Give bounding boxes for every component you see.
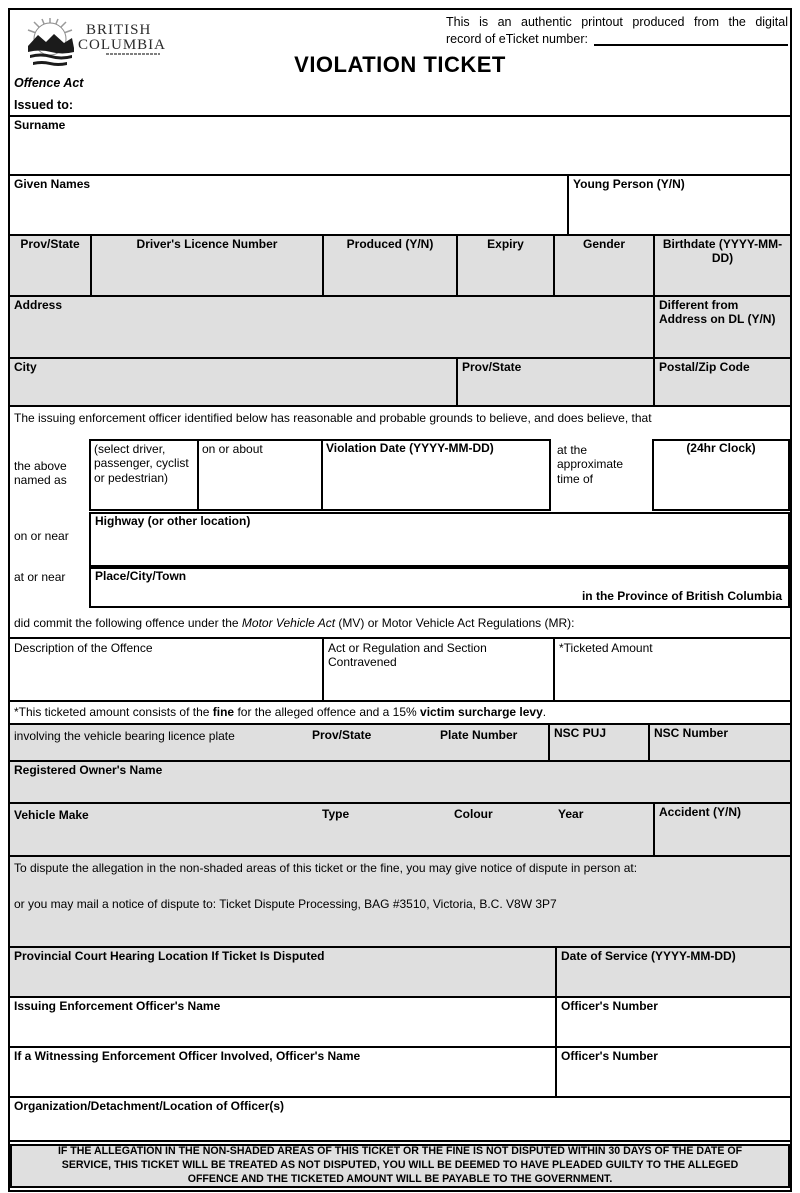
plate-prov-state-label: Prov/State [312,728,372,742]
young-person-field[interactable] [567,176,790,234]
svg-text:Columbia: Columbia [78,37,167,53]
address-field[interactable] [10,297,653,357]
did-commit-act-name: Motor Vehicle Act [241,616,336,630]
dl-prov-state-field[interactable] [10,236,90,295]
act-section-label: Act or Regulation and Section Contravened [328,641,487,670]
organization-field[interactable] [10,1098,790,1140]
did-commit-statement [14,616,784,630]
postal-code-field[interactable] [653,359,790,405]
witnessing-officer-number-field[interactable] [555,1048,790,1096]
violation-date-label: Violation Date (YYYY-MM-DD) [326,441,494,455]
at-or-near-label: at or near [14,570,66,584]
did-commit-post: (MV) or Motor Vehicle Act Regulations (MR): [335,616,575,630]
place-city-town-label: Place/City/Town [95,569,187,583]
city-prov-state-label: Prov/State [462,360,522,374]
court-hearing-row [10,946,790,996]
registered-owner-row [10,760,790,802]
act-section-field[interactable] [322,639,553,700]
did-commit-pre: did commit the following offence under the [14,616,242,630]
plate-involving-cell[interactable] [10,725,548,760]
dl-birthdate-label: Birthdate (YYYY-MM-DD) [662,237,783,265]
offence-description-row [10,637,790,700]
dl-number-label: Driver's Licence Number [136,237,278,251]
belief-statement: The issuing enforcement officer identified below has reasonable and probable grounds to believe, and does believe, that [14,411,652,425]
given-names-row [10,174,790,234]
witnessing-officer-name-field[interactable] [10,1048,555,1096]
on-or-about-label: on or about [202,442,263,456]
accident-label: Accident (Y/N) [659,805,742,819]
different-from-dl-field[interactable] [653,297,790,357]
dl-birthdate-field[interactable] [653,236,790,295]
fine-note-post: . [542,705,547,719]
licence-plate-row [10,723,790,760]
vehicle-colour-label: Colour [454,807,493,821]
date-of-service-label: Date of Service (YYYY-MM-DD) [561,949,736,963]
offence-details-section [10,405,790,637]
vehicle-year-label: Year [558,807,584,821]
highway-field[interactable] [89,512,790,567]
city-label: City [14,360,37,374]
plate-number-label: Plate Number [440,728,518,742]
dl-produced-label: Produced (Y/N) [346,237,434,251]
young-person-label: Young Person (Y/N) [573,177,685,191]
fine-note-mid: for the alleged offence and a 15% [234,705,421,719]
given-names-label: Given Names [14,177,91,191]
registered-owner-label: Registered Owner's Name [14,763,163,777]
surname-label: Surname [14,118,66,132]
surname-row [10,115,790,174]
ticketed-amount-field[interactable] [553,639,790,700]
fine-note-pre: *This ticketed amount consists of the [14,705,213,719]
on-or-near-label: on or near [14,529,69,543]
above-named-label: the above named as [14,459,67,488]
role-select-label: (select driver, passenger, cyclist or pedestrian) [94,442,189,485]
fine-note-row [10,700,790,723]
offence-act-label: Offence Act [14,76,84,90]
fine-note [10,702,790,723]
authentic-line2: record of eTicket number: [446,31,588,46]
violation-date-field[interactable] [321,441,549,509]
fine-note-fine: fine [212,705,235,719]
authentic-printout-note [446,14,788,48]
city-row [10,357,790,405]
issuing-officer-row [10,996,790,1046]
province-line: in the Province of British Columbia [581,589,782,603]
dl-expiry-field[interactable] [456,236,553,295]
vehicle-make-label: Vehicle Make [14,808,89,822]
page-title: VIOLATION TICKET [294,52,506,77]
dispute-in-person: To dispute the allegation in the non-shaded areas of this ticket or the fine, you may give notice of dispute in person at: [14,861,638,875]
fine-note-levy: victim surcharge levy [420,705,543,719]
dl-gender-field[interactable] [553,236,653,295]
dl-gender-label: Gender [582,237,625,251]
issuing-officer-number-field[interactable] [555,998,790,1046]
accident-field[interactable] [653,804,790,855]
address-label: Address [14,298,63,312]
witnessing-officer-name-label: If a Witnessing Enforcement Officer Involved, Officer's Name [14,1049,361,1063]
surname-field[interactable] [10,117,790,174]
hearing-location-label: Provincial Court Hearing Location If Ticket Is Disputed [14,949,325,963]
violation-when-boxes [89,439,551,511]
nsc-puj-field[interactable] [548,725,648,760]
date-of-service-field[interactable] [555,948,790,996]
time-24hr-field[interactable] [652,439,790,511]
drivers-licence-row [10,234,790,295]
witnessing-officer-number-label: Officer's Number [561,1049,658,1063]
vehicle-make-row [10,802,790,855]
violation-ticket-form [8,8,792,1192]
highway-label: Highway (or other location) [95,514,251,528]
nsc-number-label: NSC Number [654,726,729,740]
offence-description-field[interactable] [10,639,322,700]
city-prov-state-field[interactable] [456,359,653,405]
organization-row [10,1096,790,1140]
address-row [10,295,790,357]
vehicle-type-label: Type [322,807,350,821]
on-or-about-cell[interactable] [197,441,321,509]
place-city-town-field[interactable] [89,567,790,608]
footer-notice-row [10,1140,790,1188]
form-header [10,10,790,115]
registered-owner-field[interactable] [10,762,790,802]
postal-code-label: Postal/Zip Code [659,360,750,374]
vehicle-make-field[interactable] [10,804,653,855]
dispute-by-mail: or you may mail a notice of dispute to: Ticket Dispute Processing, BAG #3510, Victoria, B.C. V8W 3P7 [14,897,557,912]
issuing-officer-number-label: Officer's Number [561,999,658,1013]
svg-text:British: British [86,22,152,38]
nsc-puj-label: NSC PUJ [554,726,607,740]
organization-label: Organization/Detachment/Location of Officer(s) [14,1099,285,1113]
eticket-number-field[interactable] [594,31,788,46]
time-24hr-label: (24hr Clock) [686,441,756,455]
role-select-field[interactable] [91,441,197,509]
offence-description-label: Description of the Offence [14,641,153,655]
issued-to-label: Issued to: [14,98,74,112]
authentic-line1: This is an authentic printout produced from the digital [446,15,788,29]
involving-label: involving the vehicle bearing licence plate [14,729,235,743]
hearing-location-field[interactable] [10,948,555,996]
given-names-field[interactable] [10,176,567,234]
dl-prov-state-label: Prov/State [20,237,80,251]
dispute-instructions [10,855,790,946]
dl-expiry-label: Expiry [487,237,524,251]
nsc-number-field[interactable] [648,725,790,760]
issuing-officer-name-label: Issuing Enforcement Officer's Name [14,999,221,1013]
footer-notice: IF THE ALLEGATION IN THE NON-SHADED AREAS OF THIS TICKET OR THE FINE IS NOT DISPUTED WITHIN 30 DAYS OF THE DATE OF SERVICE, THIS TICKET WILL BE TREATED AS NOT DISPUTED, YOU WILL BE DEEMED TO HAVE PLEADED GUILTY TO THE ALLEGED OFFENCE AND THE TICKETED AMOUNT WILL BE PAYABLE TO THE GOVERNMENT. [10,1144,790,1188]
issuing-officer-name-field[interactable] [10,998,555,1046]
dl-produced-field[interactable] [322,236,456,295]
ticketed-amount-label: *Ticketed Amount [559,641,653,655]
dl-number-field[interactable] [90,236,322,295]
city-field[interactable] [10,359,456,405]
different-from-dl-label: Different from Address on DL (Y/N) [659,298,776,326]
witnessing-officer-row [10,1046,790,1096]
approx-time-label: at the approximate time of [557,443,624,486]
